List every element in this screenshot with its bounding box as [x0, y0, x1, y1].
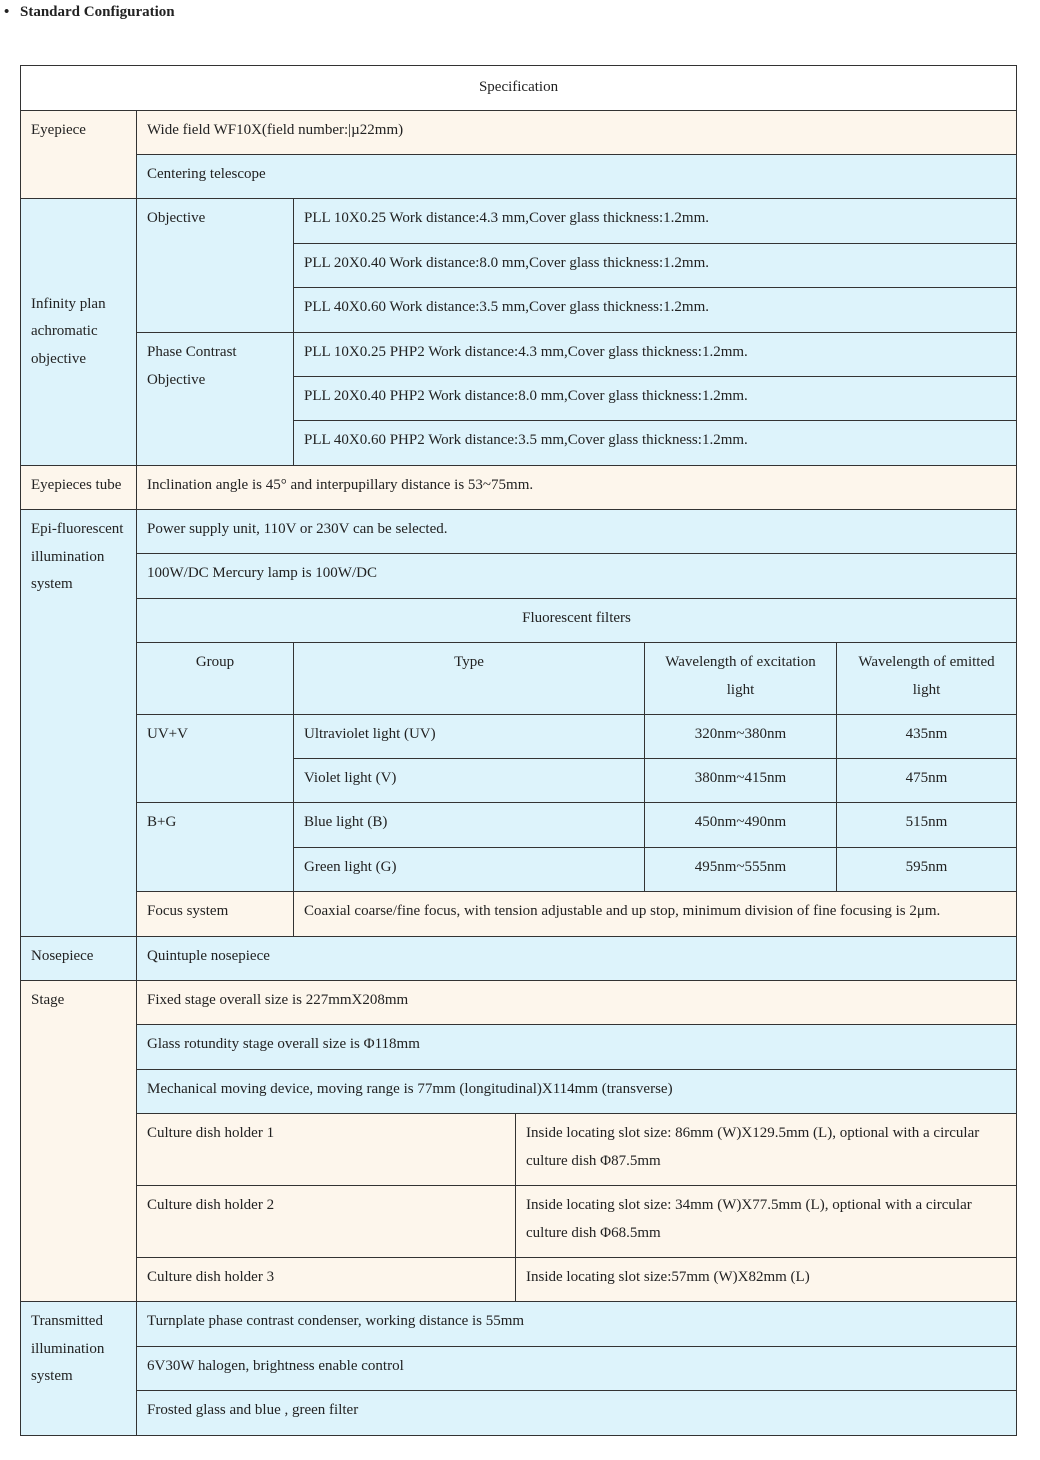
bullet-icon: • [4, 4, 10, 20]
filter-type: Green light (G) [294, 848, 645, 892]
culture-dish-holder-name: Culture dish holder 3 [137, 1258, 516, 1302]
epi-item: Power supply unit, 110V or 230V can be selected. [137, 510, 1017, 554]
filter-type: Blue light (B) [294, 803, 645, 848]
spec-header: Specification [21, 66, 1017, 111]
culture-dish-holder-name: Culture dish holder 1 [137, 1114, 516, 1186]
filter-header-type: Type [294, 643, 645, 715]
stage-item: Glass rotundity stage overall size is Φ118mm [137, 1025, 1017, 1070]
focus-value: Coaxial coarse/fine focus, with tension adjustable and up stop, minimum division of fine focusing is 2μm. [294, 892, 1017, 937]
filter-header-excitation: Wavelength of excitation light [645, 643, 837, 715]
eyepieces-tube-value: Inclination angle is 45° and interpupillary distance is 53~75mm. [137, 466, 1017, 510]
objective-item: PLL 20X0.40 Work distance:8.0 mm,Cover glass thickness:1.2mm. [294, 244, 1017, 288]
filter-type: Ultraviolet light (UV) [294, 715, 645, 759]
filter-type: Violet light (V) [294, 759, 645, 803]
objective-sub-label: Objective [137, 199, 294, 333]
phase-objective-item: PLL 40X0.60 PHP2 Work distance:3.5 mm,Cover glass thickness:1.2mm. [294, 421, 1017, 466]
stage-item: Mechanical moving device, moving range is 77mm (longitudinal)X114mm (transverse) [137, 1070, 1017, 1114]
transmitted-item: 6V30W halogen, brightness enable control [137, 1347, 1017, 1391]
epi-item: 100W/DC Mercury lamp is 100W/DC [137, 554, 1017, 599]
culture-dish-holder-value: Inside locating slot size: 34mm (W)X77.5mm (L), optional with a circular culture dish Φ68.5mm [516, 1186, 1017, 1258]
filters-title: Fluorescent filters [137, 599, 1017, 643]
culture-dish-holder-value: Inside locating slot size:57mm (W)X82mm (L) [516, 1258, 1017, 1302]
filter-excitation: 320nm~380nm [645, 715, 837, 759]
phase-objective-label: Phase Contrast Objective [137, 333, 294, 466]
nosepiece-label: Nosepiece [21, 937, 137, 981]
filter-group-name: UV+V [137, 715, 294, 803]
culture-dish-holder-name: Culture dish holder 2 [137, 1186, 516, 1258]
stage-label: Stage [21, 981, 137, 1302]
objective-item: PLL 40X0.60 Work distance:3.5 mm,Cover glass thickness:1.2mm. [294, 288, 1017, 333]
filter-emitted: 475nm [837, 759, 1017, 803]
filter-excitation: 380nm~415nm [645, 759, 837, 803]
eyepiece-label: Eyepiece [21, 111, 137, 199]
filter-excitation: 450nm~490nm [645, 803, 837, 848]
section-heading [4, 2, 175, 22]
filter-excitation: 495nm~555nm [645, 848, 837, 892]
transmitted-label: Transmitted illumination system [21, 1302, 137, 1436]
objective-item: PLL 10X0.25 Work distance:4.3 mm,Cover glass thickness:1.2mm. [294, 199, 1017, 244]
transmitted-item: Turnplate phase contrast condenser, working distance is 55mm [137, 1302, 1017, 1347]
filter-header-group: Group [137, 643, 294, 715]
phase-objective-item: PLL 10X0.25 PHP2 Work distance:4.3 mm,Cover glass thickness:1.2mm. [294, 333, 1017, 377]
filter-emitted: 515nm [837, 803, 1017, 848]
transmitted-item: Frosted glass and blue , green filter [137, 1391, 1017, 1436]
phase-objective-item: PLL 20X0.40 PHP2 Work distance:8.0 mm,Cover glass thickness:1.2mm. [294, 377, 1017, 421]
culture-dish-holder-value: Inside locating slot size: 86mm (W)X129.5mm (L), optional with a circular culture dish Φ87.5mm [516, 1114, 1017, 1186]
spec-table-wrapper [20, 65, 1016, 1436]
epi-label: Epi-fluorescent illumination system [21, 510, 137, 937]
stage-item: Fixed stage overall size is 227mmX208mm [137, 981, 1017, 1025]
eyepiece-item: Wide field WF10X(field number:|µ22mm) [137, 111, 1017, 155]
focus-label: Focus system [137, 892, 294, 937]
spec-table [20, 65, 1017, 1436]
filter-group-name: B+G [137, 803, 294, 892]
eyepiece-item: Centering telescope [137, 155, 1017, 199]
nosepiece-value: Quintuple nosepiece [137, 937, 1017, 981]
section-heading-text: Standard Configuration [20, 4, 175, 20]
filter-emitted: 595nm [837, 848, 1017, 892]
objective-label: Infinity plan achromatic objective [21, 199, 137, 466]
eyepieces-tube-label: Eyepieces tube [21, 466, 137, 510]
filter-emitted: 435nm [837, 715, 1017, 759]
filter-header-emitted: Wavelength of emitted light [837, 643, 1017, 715]
